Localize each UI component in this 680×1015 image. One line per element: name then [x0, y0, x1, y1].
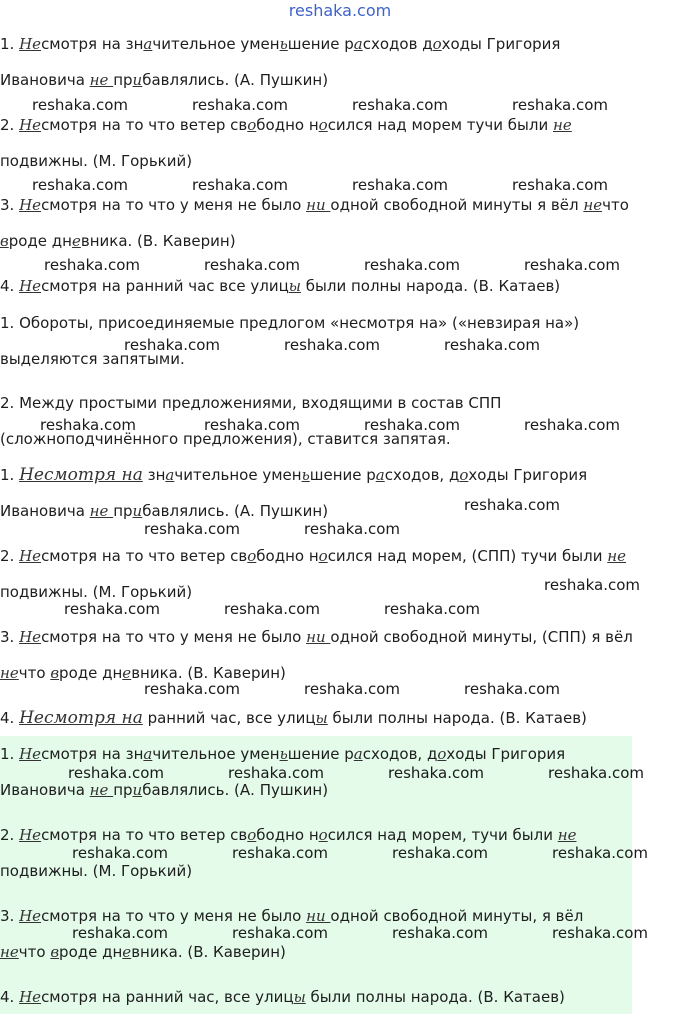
rule1-line1: 1. Обороты, присоединяемые предлогом «несмотря на» («невзирая на»): [0, 314, 580, 332]
watermark: reshaka.com: [144, 680, 240, 698]
watermark: reshaka.com: [192, 176, 288, 194]
watermark: reshaka.com: [352, 96, 448, 114]
watermark: reshaka.com: [144, 520, 240, 538]
watermark: reshaka.com: [524, 256, 620, 274]
watermark: reshaka.com: [232, 924, 328, 942]
watermark: reshaka.com: [444, 336, 540, 354]
watermark: reshaka.com: [72, 844, 168, 862]
watermark: reshaka.com: [524, 416, 620, 434]
watermark: reshaka.com: [304, 520, 400, 538]
task3-line3: 2. Несмотря на то что ветер свободно носился над морем, тучи были не: [0, 826, 577, 844]
watermark: reshaka.com: [548, 764, 644, 782]
watermark: reshaka.com: [232, 844, 328, 862]
watermark: reshaka.com: [68, 764, 164, 782]
task2-line5: 3. Несмотря на то что у меня не было ни одной свободной минуты, (СПП) я вёл: [0, 628, 633, 646]
rule2-line1: 2. Между простыми предложениями, входящими в состав СПП: [0, 394, 502, 412]
task3-line5: 3. Несмотря на то что у меня не было ни одной свободной минуты, я вёл: [0, 907, 584, 925]
task1-line2: Ивановича не прибавлялись. (А. Пушкин): [0, 71, 329, 89]
watermark: reshaka.com: [40, 416, 136, 434]
watermark: reshaka.com: [44, 256, 140, 274]
watermark: reshaka.com: [204, 256, 300, 274]
watermark: reshaka.com: [364, 416, 460, 434]
site-title[interactable]: reshaka.com: [288, 1, 392, 20]
watermark: reshaka.com: [388, 764, 484, 782]
task3-line4: подвижны. (М. Горький): [0, 862, 193, 880]
task1-line3: 2. Несмотря на то что ветер свободно носился над морем тучи были не: [0, 116, 572, 134]
task3-line6: нечто вроде дневника. (В. Каверин): [0, 943, 286, 961]
task1-line4: подвижны. (М. Горький): [0, 152, 193, 170]
task1-line7: 4. Несмотря на ранний час все улицы были полны народа. (В. Катаев): [0, 277, 561, 295]
watermark: reshaka.com: [224, 600, 320, 618]
watermark: reshaka.com: [124, 336, 220, 354]
task3-line7: 4. Несмотря на ранний час, все улицы были полны народа. (В. Катаев): [0, 988, 565, 1006]
watermark: reshaka.com: [228, 764, 324, 782]
rule2-line2: (сложноподчинённого предложения), ставится запятая.: [0, 430, 451, 448]
watermark: reshaka.com: [204, 416, 300, 434]
task2-line1: 1. Несмотря на значительное уменьшение расходов, доходы Григория: [0, 465, 588, 485]
task2-line4: подвижны. (М. Горький): [0, 583, 193, 601]
task1-line6: вроде дневника. (В. Каверин): [0, 232, 236, 250]
watermark: reshaka.com: [192, 96, 288, 114]
task3-line1: 1. Несмотря на значительное уменьшение расходов, доходы Григория: [0, 745, 566, 763]
task1-line1: 1. Несмотря на значительное уменьшение расходов доходы Григория: [0, 35, 561, 53]
task2-line7: 4. Несмотря на ранний час, все улицы были полны народа. (В. Катаев): [0, 708, 587, 728]
watermark: reshaka.com: [64, 600, 160, 618]
watermark: reshaka.com: [544, 576, 640, 594]
watermark: reshaka.com: [364, 256, 460, 274]
watermark: reshaka.com: [552, 844, 648, 862]
task3-line2: Ивановича не прибавлялись. (А. Пушкин): [0, 781, 329, 799]
watermark: reshaka.com: [512, 176, 608, 194]
watermark: reshaka.com: [32, 96, 128, 114]
watermark: reshaka.com: [304, 680, 400, 698]
watermark: reshaka.com: [392, 844, 488, 862]
task2-line6: нечто вроде дневника. (В. Каверин): [0, 664, 286, 682]
watermark: reshaka.com: [384, 600, 480, 618]
watermark: reshaka.com: [552, 924, 648, 942]
watermark: reshaka.com: [72, 924, 168, 942]
watermark: reshaka.com: [284, 336, 380, 354]
task1-line5: 3. Несмотря на то что у меня не было ни одной свободной минуты я вёл нечто: [0, 196, 629, 214]
watermark: reshaka.com: [392, 924, 488, 942]
watermark: reshaka.com: [512, 96, 608, 114]
rule1-line2: выделяются запятыми.: [0, 350, 185, 368]
task2-line3: 2. Несмотря на то что ветер свободно носился над морем, (СПП) тучи были не: [0, 547, 627, 565]
watermark: reshaka.com: [464, 680, 560, 698]
task2-line2: Ивановича не прибавлялись. (А. Пушкин): [0, 502, 329, 520]
watermark: reshaka.com: [32, 176, 128, 194]
watermark: reshaka.com: [464, 496, 560, 514]
watermark: reshaka.com: [352, 176, 448, 194]
